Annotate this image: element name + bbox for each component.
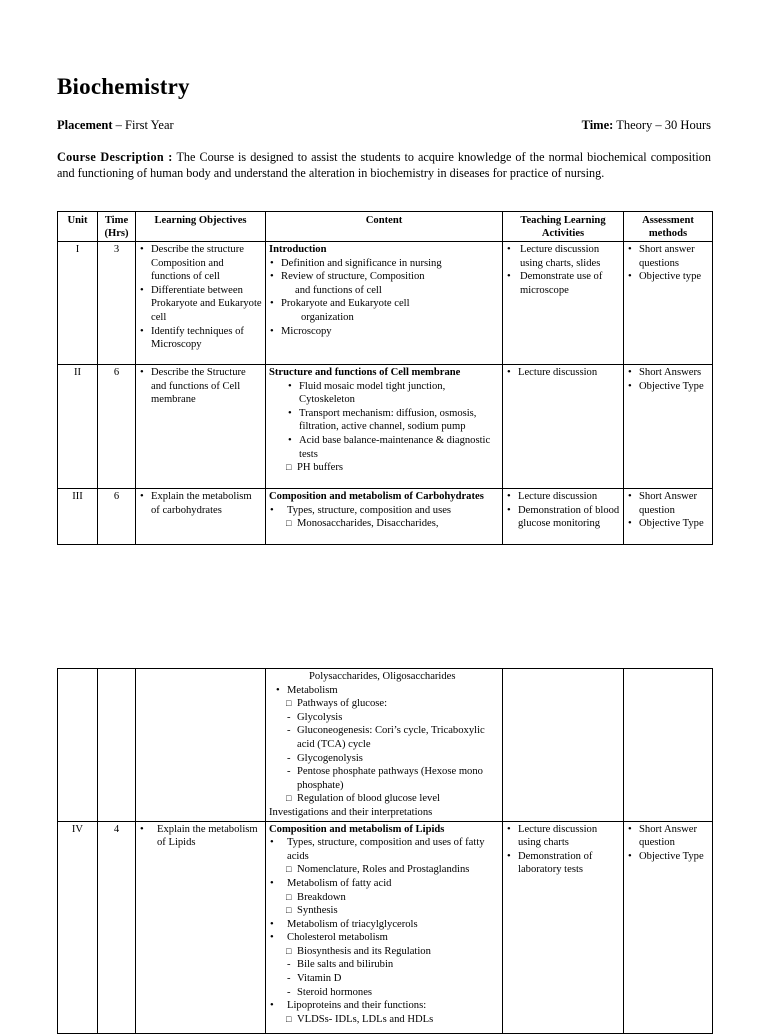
list-item: organization: [301, 311, 354, 323]
teaching-cell: [503, 821, 624, 1033]
list-item: - Glycolysis: [285, 711, 499, 725]
unit-cell: III: [58, 489, 98, 545]
list-item: □ Synthesis: [285, 904, 499, 918]
list-item: • Short answer questions: [627, 243, 709, 270]
table-row: [58, 489, 713, 545]
objectives-cell: [136, 489, 266, 545]
time: [582, 118, 711, 133]
table-row: [58, 821, 713, 1033]
list-item: • Identify techniques of Microscopy: [139, 325, 262, 352]
list-item: □ Monosaccharides, Disaccharides,: [285, 517, 499, 531]
list-item: • Short Answer question: [627, 823, 709, 850]
list-item: Investigations and their interpretations: [269, 806, 433, 818]
content-title: Composition and metabolism of Lipids: [269, 823, 445, 835]
placement-sep: –: [112, 118, 126, 132]
list-item: - Gluconeogenesis: Cori’s cycle, Tricaboxylic acid (TCA) cycle: [285, 724, 499, 751]
placement: [57, 118, 174, 133]
list-item: and functions of cell: [295, 284, 382, 296]
content-title: Composition and metabolism of Carbohydrates: [269, 491, 484, 502]
syllabus-table: [57, 211, 713, 545]
list-item: - Bile salts and bilirubin: [285, 958, 499, 972]
table-header-row: [58, 212, 713, 242]
list-item: • Types, structure, composition and uses: [269, 504, 499, 518]
list-item: • Describe the structure Composition and functions of cell: [139, 243, 262, 284]
list-item: • Microscopy: [269, 325, 499, 339]
content-cell: [266, 365, 503, 489]
list-item: • Metabolism of triacylglycerols: [269, 918, 499, 932]
table-row: [58, 365, 713, 489]
placement-value: First Year: [125, 118, 174, 132]
list-item: • Review of structure, Composition: [269, 270, 499, 284]
time-label: Time:: [581, 118, 614, 132]
list-item: • Fluid mosaic model tight junction, Cytoskeleton: [287, 380, 499, 407]
header-assessment: Assessment methods: [624, 212, 713, 242]
list-item: • Short Answer question: [627, 490, 709, 517]
list-item: - Steroid hormones: [285, 986, 499, 1000]
list-item: • Lecture discussion using charts, slides: [506, 243, 620, 270]
unit-cell: IV: [58, 821, 98, 1033]
table-row: [58, 669, 713, 822]
list-item: Polysaccharides, Oligosaccharides: [309, 671, 456, 682]
header-teaching: Teaching Learning Activities: [503, 212, 624, 242]
unit-cell: I: [58, 242, 98, 365]
header-content: Content: [266, 212, 503, 242]
header-objectives: Learning Objectives: [136, 212, 266, 242]
list-item: □ Biosynthesis and its Regulation: [285, 945, 499, 959]
time-cell: 6: [98, 365, 136, 489]
list-item: • Demonstration of laboratory tests: [506, 850, 620, 877]
list-item: • Objective Type: [627, 517, 709, 531]
list-item: □ Nomenclature, Roles and Prostaglandins: [285, 863, 499, 877]
teaching-cell: [503, 365, 624, 489]
list-item: - Pentose phosphate pathways (Hexose mono phosphate): [285, 765, 499, 792]
page-title: Biochemistry: [57, 74, 190, 99]
content-cell: [266, 242, 503, 365]
list-item: • Definition and significance in nursing: [269, 257, 499, 271]
list-item: □ Regulation of blood glucose level: [285, 792, 499, 806]
list-item: • Metabolism of fatty acid: [269, 877, 499, 891]
assessment-cell: [624, 242, 713, 365]
content-cell: [266, 489, 503, 545]
time-cell: 4: [98, 821, 136, 1033]
content-cell: [266, 669, 503, 822]
list-item: • Explain the metabolism of Lipids: [139, 823, 262, 850]
list-item: • Lecture discussion: [506, 490, 620, 504]
teaching-cell: [503, 669, 624, 822]
list-item: • Lecture discussion: [506, 366, 620, 380]
header-unit: Unit: [58, 212, 98, 242]
assessment-cell: [624, 489, 713, 545]
unit-cell: [58, 669, 98, 822]
list-item: - Glycogenolysis: [285, 752, 499, 766]
list-item: • Demonstrate use of microscope: [506, 270, 620, 297]
time-value: Theory – 30 Hours: [613, 118, 711, 132]
time-cell: 3: [98, 242, 136, 365]
objectives-cell: [136, 821, 266, 1033]
list-item: • Objective Type: [627, 380, 709, 394]
table-row: [58, 242, 713, 365]
teaching-cell: [503, 242, 624, 365]
course-description: [57, 150, 711, 181]
meta-row: [57, 118, 711, 133]
list-item: • Lecture discussion using charts: [506, 823, 620, 850]
list-item: - Vitamin D: [285, 972, 499, 986]
list-item: • Objective Type: [627, 850, 709, 864]
list-item: • Prokaryote and Eukaryote cell: [269, 297, 499, 311]
placement-label: Placement: [57, 118, 113, 132]
list-item: • Objective type: [627, 270, 709, 284]
list-item: • Cholesterol metabolism: [269, 931, 499, 945]
list-item: • Types, structure, composition and uses of fatty acids: [269, 836, 499, 863]
list-item: • Acid base balance-maintenance & diagnostic tests: [287, 434, 499, 461]
list-item: □ PH buffers: [285, 461, 499, 475]
list-item: □ Breakdown: [285, 891, 499, 905]
list-item: • Demonstration of blood glucose monitoring: [506, 504, 620, 531]
syllabus-table-continued: [57, 668, 713, 1034]
assessment-cell: [624, 365, 713, 489]
course-description-text: The Course is designed to assist the students to acquire knowledge of the normal biochemical composition and functioning of human body and understand the alteration in biochemistry in diseases for practice of nursing.: [57, 150, 711, 180]
time-cell: 6: [98, 489, 136, 545]
list-item: • Short Answers: [627, 366, 709, 380]
unit-cell: II: [58, 365, 98, 489]
header-time: Time (Hrs): [98, 212, 136, 242]
list-item: • Differentiate between Prokaryote and Eukaryote cell: [139, 284, 262, 325]
list-item: □ Pathways of glucose:: [285, 697, 499, 711]
list-item: • Transport mechanism: diffusion, osmosis, filtration, active channel, sodium pump: [287, 407, 499, 434]
list-item: • Describe the Structure and functions of Cell membrane: [139, 366, 262, 407]
course-description-label: Course Description :: [57, 150, 173, 164]
objectives-cell: [136, 669, 266, 822]
objectives-cell: [136, 242, 266, 365]
content-cell: [266, 821, 503, 1033]
list-item: • Lipoproteins and their functions:: [269, 999, 499, 1013]
objectives-cell: [136, 365, 266, 489]
assessment-cell: [624, 669, 713, 822]
list-item: • Metabolism: [275, 684, 499, 698]
time-cell: [98, 669, 136, 822]
teaching-cell: [503, 489, 624, 545]
assessment-cell: [624, 821, 713, 1033]
list-item: • Explain the metabolism of carbohydrates: [139, 490, 262, 517]
content-title: Introduction: [269, 244, 327, 255]
content-title: Structure and functions of Cell membrane: [269, 367, 461, 378]
list-item: □ VLDSs- IDLs, LDLs and HDLs: [285, 1013, 499, 1027]
